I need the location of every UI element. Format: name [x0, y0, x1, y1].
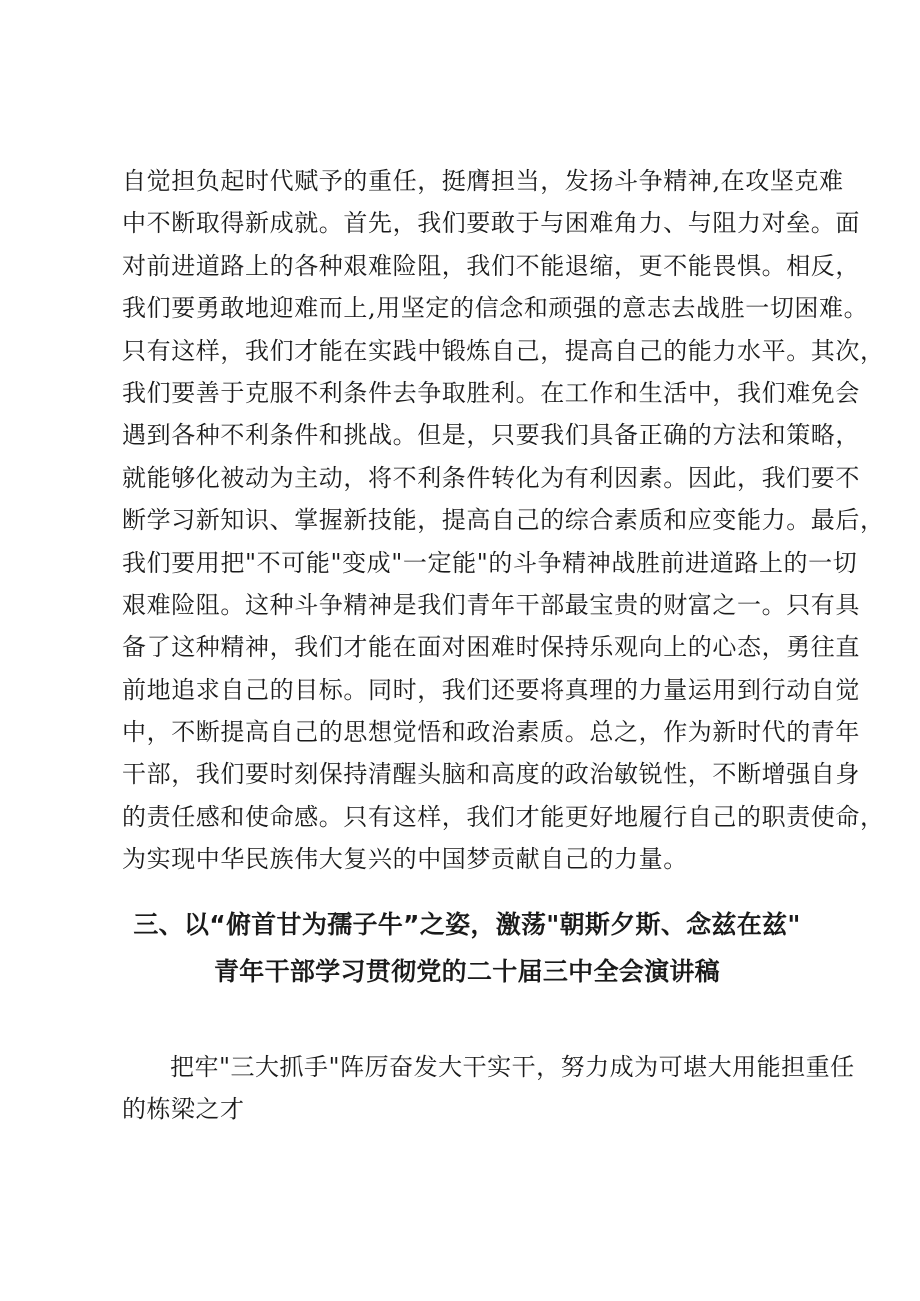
paragraph-line: 把牢"三大抓手"阵厉奋发大干实干，努力成为可堪大用能担重任	[170, 1053, 855, 1081]
paragraph-line: 为实现中华民族伟大复兴的中国梦贡献自己的力量。	[122, 845, 688, 874]
paragraph-line: 中，不断提高自己的思想觉悟和政治素质。总之，作为新时代的青年	[122, 718, 860, 747]
paragraph-line: 只有这样，我们才能在实践中锻炼自己，提高自己的能力水平。其次，	[122, 336, 885, 365]
intro-paragraph	[122, 1046, 855, 1130]
paragraph-line: 干部，我们要时刻保持清醒头脑和高度的政治敏锐性，不断增强自身	[122, 760, 860, 789]
paragraph-line: 遇到各种不利条件和挑战。但是，只要我们具备正确的方法和策略，	[122, 421, 860, 450]
paragraph-line: 前地追求自己的目标。同时，我们还要将真理的力量运用到行动自觉	[122, 675, 860, 704]
paragraph-line: 断学习新知识、掌握新技能，提高自己的综合素质和应变能力。最后，	[122, 506, 885, 535]
paragraph-line: 我们要善于克服不利条件去争取胜利。在工作和生活中，我们难免会	[122, 378, 860, 407]
paragraph-line: 我们要用把"不可能"变成"一定能"的斗争精神战胜前进道路上的一切	[122, 548, 858, 577]
paragraph-line: 中不断取得新成就。首先，我们要敢于与困难角力、与阻力对垒。面	[122, 209, 860, 238]
paragraph-line: 的责任感和使命感。只有这样，我们才能更好地履行自己的职责使命，	[122, 802, 885, 831]
paragraph-line: 对前进道路上的各种艰难险阻，我们不能退缩，更不能畏惧。相反，	[122, 251, 860, 280]
paragraph-line: 艰难险阻。这种斗争精神是我们青年干部最宝贵的财富之一。只有具	[122, 590, 860, 619]
paragraph-line: 我们要勇敢地迎难而上,用坚定的信念和顽强的意志去战胜一切困难。	[122, 294, 869, 323]
paragraph-line: 就能够化被动为主动，将不利条件转化为有利因素。因此，我们要不	[122, 463, 860, 492]
paragraph-line: 备了这种精神，我们才能在面对困难时保持乐观向上的心态，勇往直	[122, 633, 860, 662]
paragraph-line: 的栋梁之才	[122, 1095, 245, 1123]
body-paragraph	[122, 160, 885, 881]
paragraph-line: 自觉担负起时代赋予的重任，挺膺担当，发扬斗争精神,在攻坚克难	[122, 167, 844, 195]
section-heading-line-1: 三、以“俯首甘为孺子牛”之姿，激荡"朝斯夕斯、念兹在兹"	[133, 910, 801, 939]
section-heading-line-2: 青年干部学习贯彻党的二十届三中全会演讲稿	[213, 957, 720, 986]
